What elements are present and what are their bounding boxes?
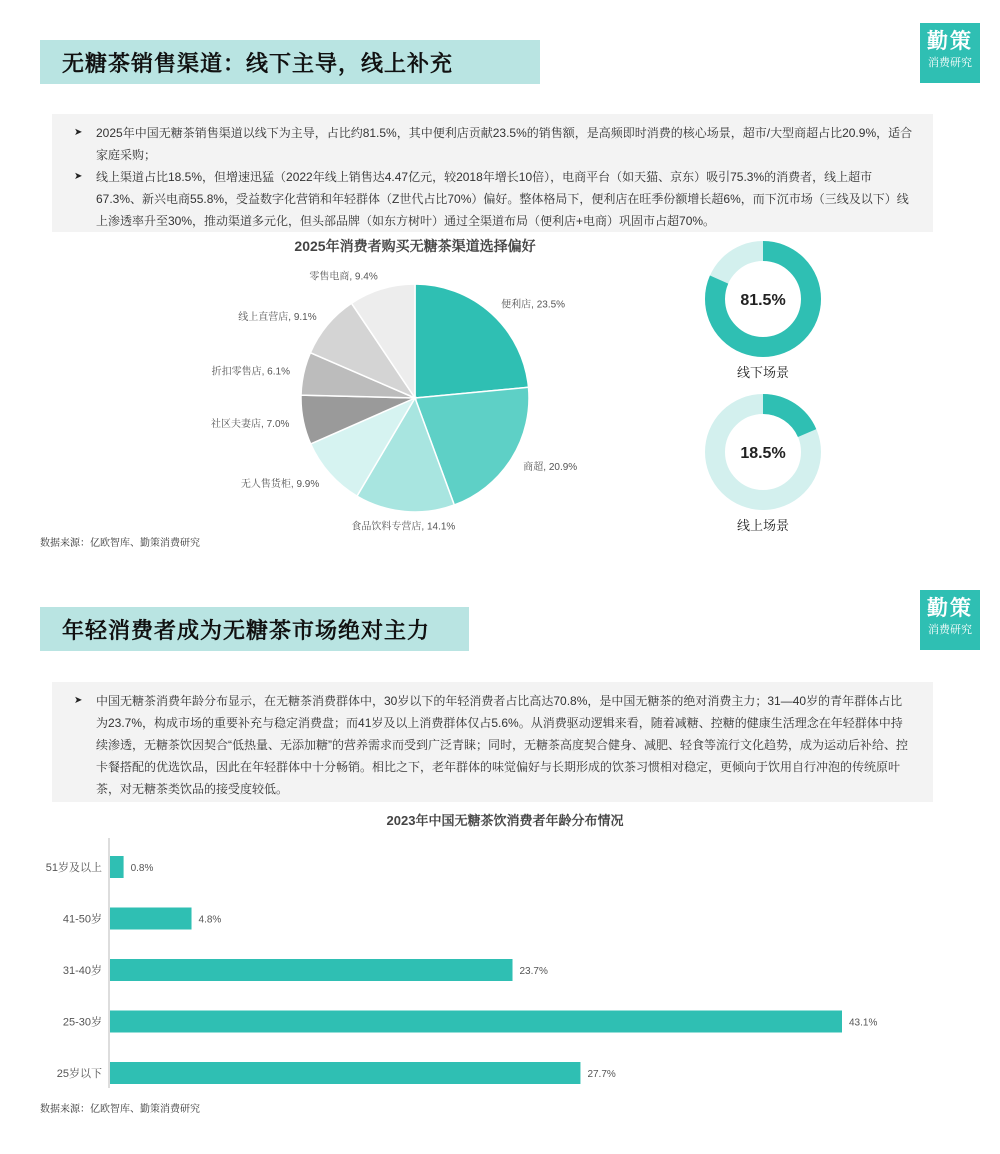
section1-title: 无糖茶销售渠道：线下主导，线上补充 (40, 40, 540, 84)
online-donut-chart (702, 391, 824, 513)
donut-center-value: 18.5% (740, 445, 786, 462)
pie-slice-label: 便利店, 23.5% (501, 299, 566, 311)
category-tick-label: 25岁以下 (56, 1068, 102, 1080)
pie-chart-title: 2025年消费者购买无糖茶渠道选择偏好 (294, 238, 536, 254)
bar-1 (110, 856, 124, 878)
category-tick-label: 31-40岁 (62, 965, 102, 977)
bar-value-label: 23.7% (519, 966, 548, 977)
section2-summary (52, 682, 933, 802)
bar-chart-title: 2023年中国无糖茶饮消费者年龄分布情况 (386, 813, 624, 828)
brand-logo-subtitle: 消费研究 (928, 624, 972, 636)
bar-value-label: 27.7% (587, 1069, 616, 1080)
bar-5 (110, 1062, 580, 1084)
arrow-bullet-icon: ➤ (74, 171, 83, 182)
channel-pie-chart (0, 0, 1000, 560)
category-tick-label: 25-30岁 (62, 1016, 102, 1029)
bar-2 (110, 908, 192, 930)
bullet-text: 线上渠道占比18.5%，但增速迅猛（2022年线上销售达4.47亿元，较2018年增长10倍），电商平台（如天猫、京东）吸引75.3%的消费者，线上超市67.3%、新兴电商55.8%，受益数字化营销和年轻群体（Z世代占比70%）偏好。整体格局下，便利店在旺季份额增长超6%，而下沉市场（三线及以下）线上渗透率升至30%，推动渠道多元化，但头部品牌（如东方树叶）通过全渠道布局（便利店+电商）巩固市占超70%。 (96, 170, 909, 228)
bar-value-label: 43.1% (849, 1017, 878, 1029)
pie-slice-label: 折扣零售店, 6.1% (211, 366, 290, 378)
bullet-text: 2025年中国无糖茶销售渠道以线下为主导，占比约81.5%，其中便利店贡献23.5%的销售额，是高频即时消费的核心场景，超市/大型商超占比20.9%，适合家庭采购； (96, 126, 913, 162)
arrow-bullet-icon: ➤ (74, 127, 83, 138)
summary-bullet (74, 690, 913, 800)
offline-donut-label: 线下场景 (736, 365, 789, 380)
section2-source: 数据来源：亿欧智库、勤策消费研究 (40, 1104, 200, 1115)
pie-slice-label: 商超, 20.9% (523, 462, 578, 474)
arrow-bullet-icon: ➤ (74, 695, 83, 706)
category-tick-label: 41-50岁 (62, 913, 102, 926)
section2-title: 年轻消费者成为无糖茶市场绝对主力 (40, 607, 469, 651)
online-donut-label: 线上场景 (736, 518, 789, 533)
section1-source: 数据来源：亿欧智库、勤策消费研究 (40, 538, 200, 549)
category-tick-label: 51岁及以上 (45, 862, 102, 874)
brand-logo-name: 勤策 (927, 597, 973, 620)
bullet-text: 中国无糖茶消费年龄分布显示，在无糖茶消费群体中，30岁以下的年轻消费者占比高达70.8%，是中国无糖茶的绝对消费主力；31—40岁的青年群体占比为23.7%，构成市场的重要补充与稳定消费盘；而41岁及以上消费群体仅占5.6%。从消费驱动逻辑来看，随着减糖、控糖的健康生活理念在年轻群体中持续渗透，无糖茶饮因契合“低热量、无添加糖”的营养需求而受到广泛青睐；同时，无糖茶高度契合健身、减肥、轻食等流行文化趋势，成为运动后补给、控卡餐搭配的优选饮品，因此在年轻群体中十分畅销。相比之下，老年群体的味觉偏好与长期形成的饮茶习惯相对稳定，更倾向于饮用自行冲泡的传统原叶茶，对无糖茶类饮品的接受度较低。 (96, 694, 908, 796)
pie-slice-label: 线上直营店, 9.1% (238, 312, 317, 324)
brand-logo (920, 590, 980, 650)
bar-value-label: 0.8% (130, 863, 154, 874)
bar-value-label: 4.8% (198, 914, 222, 926)
pie-slice-label: 零售电商, 9.4% (309, 271, 378, 283)
age-bar-chart (0, 830, 1000, 1095)
brand-logo-subtitle: 消费研究 (928, 57, 972, 69)
offline-donut-chart (702, 238, 824, 360)
brand-logo-name: 勤策 (927, 30, 973, 53)
donut-center-value: 81.5% (740, 292, 786, 309)
pie-slice-label: 无人售货柜, 9.9% (240, 478, 320, 490)
bar-3 (110, 959, 513, 981)
pie-slice-label: 社区夫妻店, 7.0% (211, 418, 290, 430)
bar-4 (110, 1011, 842, 1033)
pie-slice-label: 食品饮料专营店, 14.1% (351, 521, 456, 533)
